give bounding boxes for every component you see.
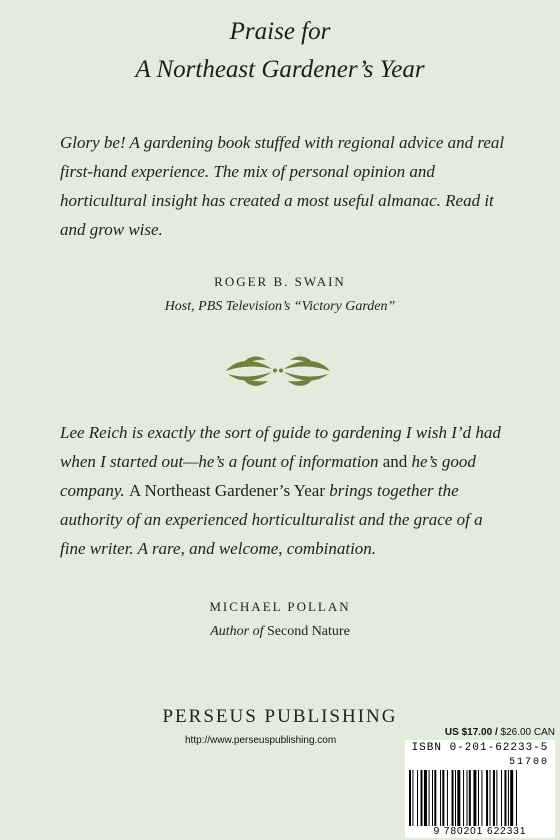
blurb-swain-quote: Glory be! A gardening book stuffed with regional advice and real first-hand experience. The mix of personal opinion and horticultural insight has created a most useful almanac. Read it and grow wise. [60,133,505,239]
heading-praise-for: Praise for [229,18,331,45]
isbn-label: ISBN 0-201-62233-5 [411,742,549,754]
book-title-inline: A Northeast Gardener’s Year [128,481,326,500]
barcode-number: 9 780201 622331 [433,826,527,837]
publisher-url[interactable]: http://www.perseuspublishing.com [185,735,337,746]
blurb-pollan-author: MICHAEL POLLAN [209,599,351,614]
blurb-pollan-quote: Lee Reich is exactly the sort of guide to gardening I wish I’d had when I started out—he’s a fount of information and he’s good company. A Northeast Gardener’s Year brings together the authority of an experienced horticulturalist and the grace of a fine writer. A rare, and welcome, combination. [60,423,501,558]
publisher-name: PERSEUS PUBLISHING [162,706,398,727]
blurb-swain-author: ROGER B. SWAIN [214,274,346,289]
blurb-pollan-title: Author of Second Nature [210,624,350,639]
heading-book-title: A Northeast Gardener’s Year [135,56,425,83]
price-label: US $17.00 / $26.00 CAN [444,727,555,738]
price-code: 51700 [508,757,549,768]
leaf-ornament-icon [218,350,338,390]
barcode-block [405,740,555,838]
blurb-swain-title: Host, PBS Television’s “Victory Garden” [164,299,396,314]
barcode-icon [409,770,551,826]
